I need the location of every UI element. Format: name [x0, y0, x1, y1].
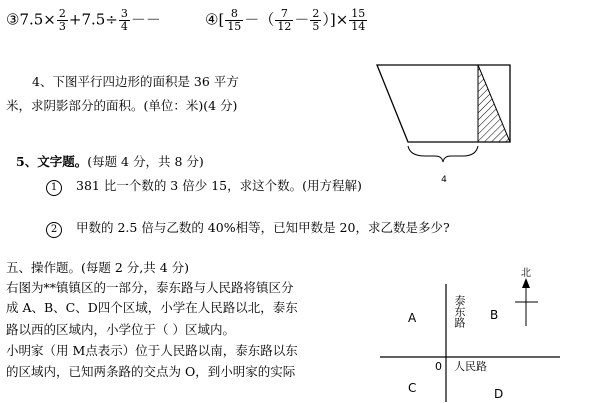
fraction-denominator: 12	[277, 20, 292, 33]
fraction	[310, 8, 321, 33]
problem-3	[6, 8, 161, 33]
item-1-text: 381 比一个数的 3 倍少 15，求这个数。(用方程解)	[76, 178, 362, 193]
ops-line-2: 成 A、B、C、D四个区域，小学在人民路以北，泰东	[6, 300, 298, 315]
road-h-label: 人民路	[454, 360, 487, 373]
region-a-label: A	[408, 311, 417, 325]
fraction-denominator: 5	[312, 20, 320, 33]
fraction-denominator: 14	[351, 20, 366, 33]
north-label: 北	[521, 268, 531, 279]
problem-4	[205, 8, 368, 33]
region-b-label: B	[490, 308, 499, 322]
problem-4-label: ④[	[205, 10, 225, 29]
figure-label: 4	[441, 175, 447, 185]
fraction-numerator: 8	[225, 8, 243, 21]
region-d-label: D	[494, 387, 504, 401]
item-number-2: 2	[46, 222, 62, 238]
parallelogram-figure	[370, 58, 520, 188]
fraction-numerator: 15	[351, 7, 366, 20]
close-bracket: ）]×	[322, 10, 349, 29]
ops-line-4: 小明家（用 M点表示）位于人民路以南，泰东路以东	[6, 343, 298, 358]
ops-heading: 五、操作题。(每题 2 分,共 4 分)	[6, 260, 190, 275]
region-c-label: C	[408, 381, 417, 395]
north-arrow-icon	[522, 278, 530, 288]
fraction-numerator: 2	[58, 7, 66, 20]
brace	[408, 146, 478, 162]
ops-line-3: 路以西的区域内，小学位于（ ）区域内。	[6, 322, 235, 337]
section-5-heading-row	[16, 152, 204, 170]
minus-sign: －	[294, 10, 310, 29]
fraction	[349, 8, 367, 33]
section-5-item-1	[46, 176, 362, 196]
fraction-denominator: 4	[120, 20, 128, 33]
q4-line-2: 米，求阴影部分的面积。(单位：米)(4 分)	[6, 98, 238, 113]
fraction	[225, 8, 243, 33]
minus-sign: －（	[244, 10, 275, 29]
fraction	[119, 8, 130, 33]
origin-o-label: 0	[435, 360, 442, 373]
road-v-label: 泰东路	[453, 295, 466, 328]
problem-3-label: ③7.5×	[6, 10, 56, 29]
ops-line-1: 右图为**镇镇区的一部分，泰东路与人民路将镇区分	[6, 280, 294, 295]
item-number-1: 1	[46, 180, 62, 196]
problem-3-tail: －－	[130, 10, 161, 29]
section-5-score: (每题 4 分，共 8 分)	[87, 154, 204, 169]
fraction	[57, 8, 68, 33]
ops-line-5: 的区域内，已知两条路的交点为 O，到小明家的实际	[6, 364, 296, 379]
problem-3-mid: +7.5÷	[68, 10, 118, 29]
fraction-denominator: 3	[58, 20, 66, 33]
fraction-numerator: 7	[275, 8, 293, 21]
section-5-item-2	[46, 218, 450, 238]
fraction-numerator: 3	[120, 7, 128, 20]
fraction-denominator: 15	[227, 20, 242, 33]
q4-line-1: 4、下图平行四边形的面积是 36 平方	[32, 74, 239, 89]
section-5-heading: 5、文字题。	[16, 154, 88, 169]
shaded-triangle	[478, 65, 510, 142]
fraction-numerator: 2	[312, 7, 320, 20]
fraction	[275, 8, 293, 33]
item-2-text: 甲数的 2.5 倍与乙数的 40%相等，已知甲数是 20，求乙数是多少?	[76, 220, 450, 235]
map-diagram	[380, 262, 590, 402]
